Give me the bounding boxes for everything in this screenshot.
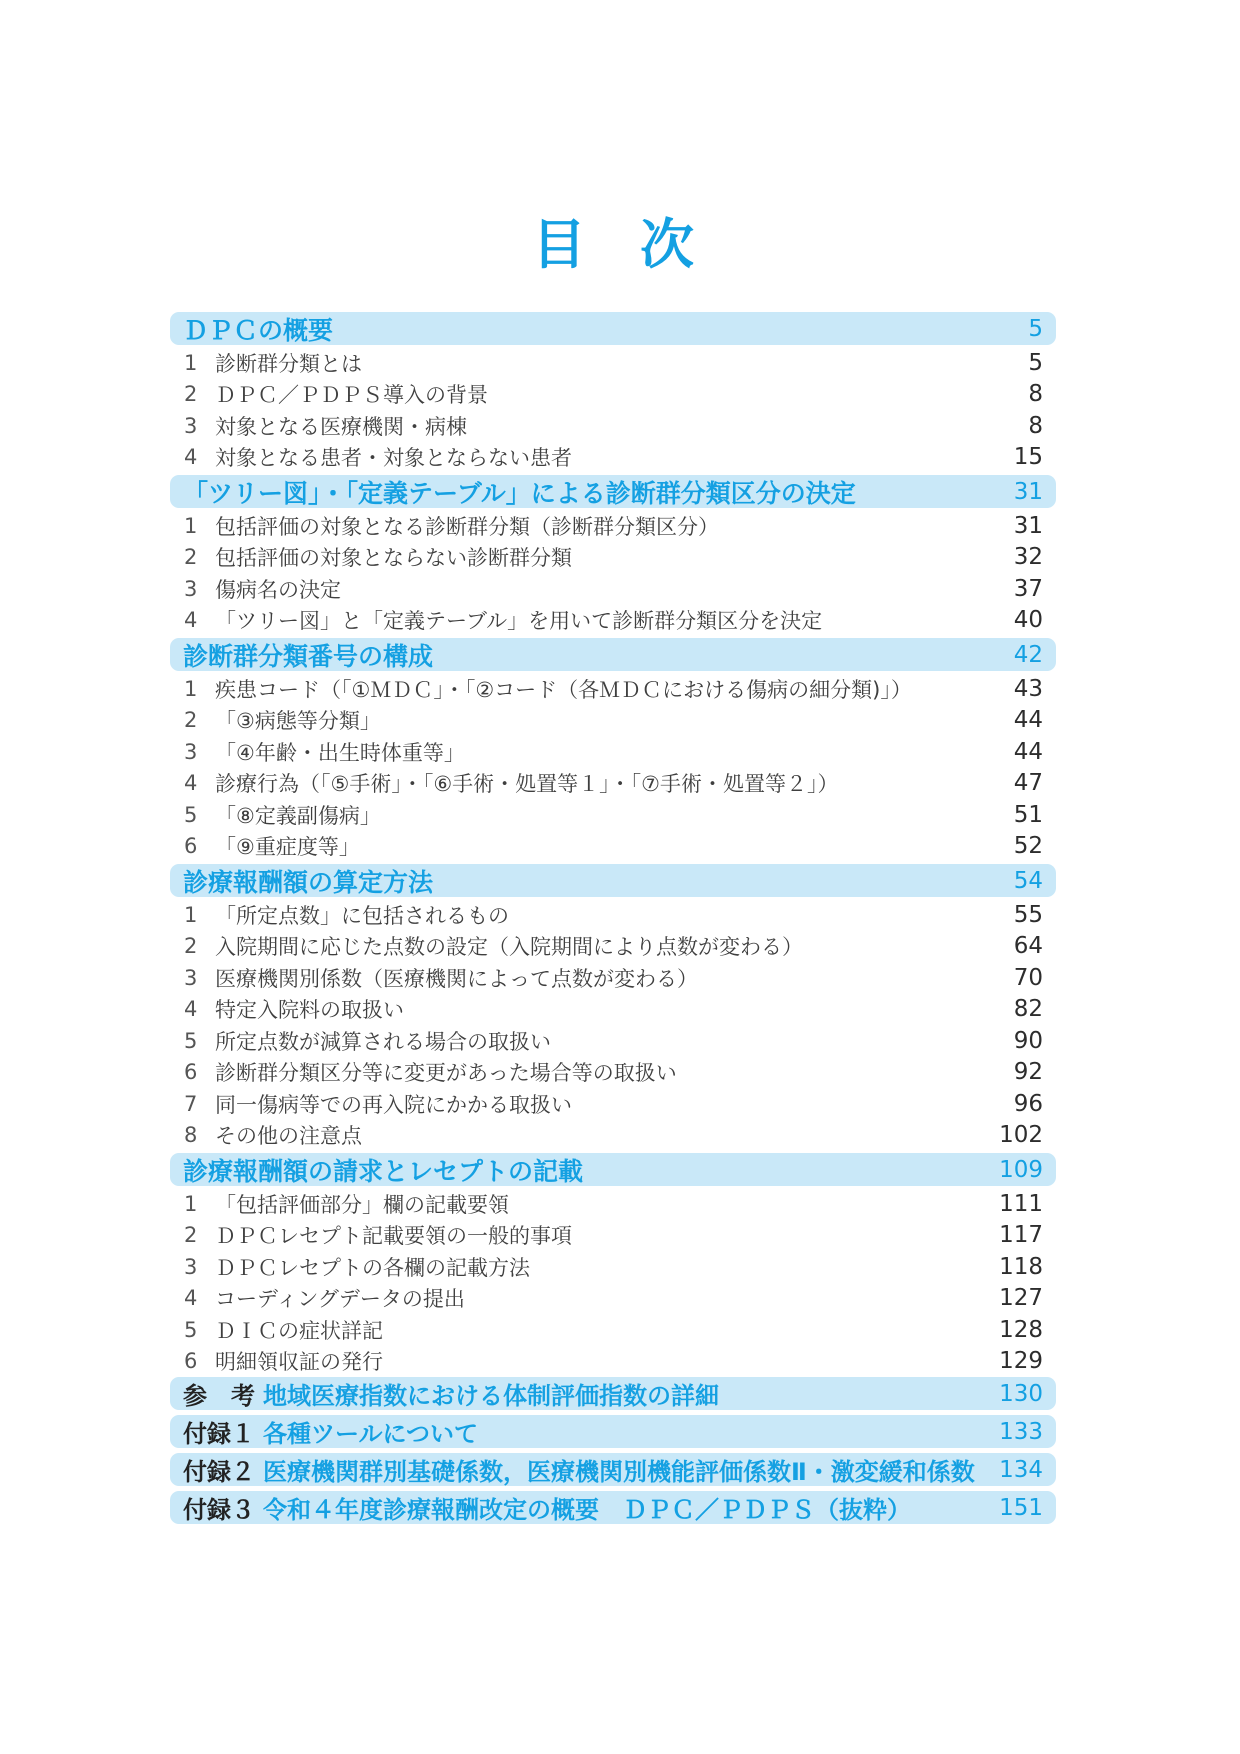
item-number: 5 <box>184 1028 198 1053</box>
toc-section-header <box>170 312 1056 345</box>
section-title: 診療報酬額の算定方法 <box>183 867 434 897</box>
item-number: 1 <box>184 350 198 375</box>
toc-item <box>170 1088 1056 1120</box>
appendix-title: 医療機関群別基礎係数，医療機関別機能評価係数Ⅱ・激変緩和係数 <box>263 1458 975 1486</box>
item-page-number: 51 <box>1013 801 1043 828</box>
toc-section-header <box>170 638 1056 671</box>
item-page-number: 92 <box>1013 1059 1043 1086</box>
appendix-page-number: 130 <box>999 1380 1043 1407</box>
item-page-number: 117 <box>999 1222 1043 1249</box>
item-number: 1 <box>184 676 198 701</box>
section-title: ＤＰＣの概要 <box>183 315 334 345</box>
section-page-number: 109 <box>999 1156 1043 1183</box>
item-page-number: 128 <box>999 1316 1043 1343</box>
toc-item <box>170 673 1056 705</box>
item-label: 入院期間に応じた点数の設定（入院期間により点数が変わる） <box>215 935 803 960</box>
item-page-number: 96 <box>1013 1090 1043 1117</box>
item-number: 3 <box>184 576 198 601</box>
appendix-page-number: 134 <box>999 1456 1043 1483</box>
toc-item <box>170 736 1056 768</box>
item-number: 2 <box>184 545 198 570</box>
item-page-number: 43 <box>1013 675 1043 702</box>
toc-item <box>170 1346 1056 1378</box>
appendix-page-number: 151 <box>999 1494 1043 1521</box>
toc-item <box>170 899 1056 931</box>
item-label: ＤＰＣ／ＰＤＰＳ導入の背景 <box>215 383 488 408</box>
item-number: 5 <box>184 1317 198 1342</box>
item-page-number: 70 <box>1013 964 1043 991</box>
item-number: 3 <box>184 739 198 764</box>
item-number: 7 <box>184 1091 198 1116</box>
section-title: 診断群分類番号の構成 <box>183 641 434 671</box>
toc-item <box>170 931 1056 963</box>
section-page-number: 31 <box>1013 478 1043 505</box>
toc-appendix-row <box>170 1453 1056 1486</box>
item-page-number: 44 <box>1013 738 1043 765</box>
item-label: 診断群分類とは <box>215 351 362 376</box>
item-label: 「④年齢・出生時体重等」 <box>215 740 465 765</box>
item-number: 2 <box>184 382 198 407</box>
toc-item <box>170 1251 1056 1283</box>
toc-item <box>170 410 1056 442</box>
section-page-number: 5 <box>1028 315 1043 342</box>
item-number: 3 <box>184 1254 198 1279</box>
item-number: 6 <box>184 1060 198 1085</box>
appendix-label: 参 考 <box>183 1382 255 1410</box>
item-label: 同一傷病等での再入院にかかる取扱い <box>215 1092 572 1117</box>
toc-section-header <box>170 475 1056 508</box>
item-label: ＤＩＣの症状詳記 <box>215 1318 383 1343</box>
toc-section-header <box>170 864 1056 897</box>
item-page-number: 8 <box>1028 412 1043 439</box>
item-page-number: 127 <box>999 1285 1043 1312</box>
item-number: 4 <box>184 608 198 633</box>
item-label: 対象となる医療機関・病棟 <box>215 414 467 439</box>
item-number: 5 <box>184 802 198 827</box>
item-page-number: 55 <box>1013 901 1043 928</box>
toc-section-header <box>170 1153 1056 1186</box>
item-label: 「ツリー図」と「定義テーブル」を用いて診断群分類区分を決定 <box>215 609 823 634</box>
section-page-number: 54 <box>1013 867 1043 894</box>
item-number: 4 <box>184 445 198 470</box>
item-label: 傷病名の決定 <box>215 577 341 602</box>
toc-item <box>170 573 1056 605</box>
item-number: 4 <box>184 771 198 796</box>
toc-item <box>170 1025 1056 1057</box>
page-title: 目 次 <box>532 213 694 276</box>
item-label: 明細領収証の発行 <box>215 1350 383 1375</box>
item-number: 1 <box>184 513 198 538</box>
item-page-number: 32 <box>1013 544 1043 571</box>
item-page-number: 111 <box>999 1190 1043 1217</box>
item-number: 3 <box>184 413 198 438</box>
item-page-number: 90 <box>1013 1027 1043 1054</box>
item-label: コーディングデータの提出 <box>215 1287 465 1312</box>
toc-item <box>170 831 1056 863</box>
item-page-number: 5 <box>1028 349 1043 376</box>
item-page-number: 47 <box>1013 770 1043 797</box>
toc <box>170 310 1056 1529</box>
toc-item <box>170 1188 1056 1220</box>
toc-appendix-row <box>170 1415 1056 1448</box>
item-page-number: 37 <box>1013 575 1043 602</box>
appendix-label: 付録２ <box>183 1458 255 1486</box>
toc-item <box>170 347 1056 379</box>
item-page-number: 31 <box>1013 512 1043 539</box>
appendix-page-number: 133 <box>999 1418 1043 1445</box>
item-page-number: 52 <box>1013 833 1043 860</box>
toc-item <box>170 799 1056 831</box>
toc-item <box>170 605 1056 637</box>
item-label: ＤＰＣレセプト記載要領の一般的事項 <box>215 1224 572 1249</box>
item-label: その他の注意点 <box>215 1124 362 1149</box>
item-page-number: 44 <box>1013 707 1043 734</box>
item-label: 所定点数が減算される場合の取扱い <box>215 1029 551 1054</box>
item-label: 包括評価の対象となる診断群分類（診断群分類区分） <box>215 514 719 539</box>
item-page-number: 64 <box>1013 933 1043 960</box>
toc-item <box>170 379 1056 411</box>
item-label: 診断群分類区分等に変更があった場合等の取扱い <box>215 1061 677 1086</box>
toc-item <box>170 768 1056 800</box>
item-number: 2 <box>184 1223 198 1248</box>
appendix-title: 地域医療指数における体制評価指数の詳細 <box>263 1382 719 1410</box>
toc-item <box>170 542 1056 574</box>
appendix-title: 各種ツールについて <box>263 1420 479 1448</box>
toc-item <box>170 994 1056 1026</box>
item-page-number: 102 <box>999 1122 1043 1149</box>
appendix-label: 付録３ <box>183 1496 255 1524</box>
item-label: 医療機関別係数（医療機関によって点数が変わる） <box>215 966 698 991</box>
item-number: 4 <box>184 997 198 1022</box>
item-label: 「⑨重症度等」 <box>215 835 360 860</box>
item-number: 3 <box>184 965 198 990</box>
item-label: 疾患コード（「①ＭＤＣ」・「②コード（各ＭＤＣにおける傷病の細分類)」） <box>215 677 912 702</box>
item-label: 「⑧定義副傷病」 <box>215 803 381 828</box>
appendix-title: 令和４年度診療報酬改定の概要 ＤＰＣ／ＰＤＰＳ（抜粋） <box>263 1496 911 1524</box>
toc-item <box>170 1057 1056 1089</box>
item-page-number: 129 <box>999 1348 1043 1375</box>
item-page-number: 8 <box>1028 381 1043 408</box>
section-page-number: 42 <box>1013 641 1043 668</box>
appendix-label: 付録１ <box>183 1420 255 1448</box>
section-title: 診療報酬額の請求とレセプトの記載 <box>183 1156 584 1186</box>
item-label: 対象となる患者・対象とならない患者 <box>215 446 572 471</box>
toc-item <box>170 510 1056 542</box>
item-page-number: 118 <box>999 1253 1043 1280</box>
item-page-number: 15 <box>1013 444 1043 471</box>
item-label: ＤＰＣレセプトの各欄の記載方法 <box>215 1255 530 1280</box>
item-page-number: 82 <box>1013 996 1043 1023</box>
item-label: 「所定点数」に包括されるもの <box>215 903 509 928</box>
toc-appendix-row <box>170 1377 1056 1410</box>
item-label: 特定入院料の取扱い <box>215 998 404 1023</box>
item-label: 「③病態等分類」 <box>215 709 381 734</box>
toc-item <box>170 1283 1056 1315</box>
toc-item <box>170 1120 1056 1152</box>
toc-item <box>170 705 1056 737</box>
toc-item <box>170 442 1056 474</box>
item-number: 8 <box>184 1123 198 1148</box>
section-title: 「ツリー図」・「定義テーブル」による診断群分類区分の決定 <box>183 478 856 508</box>
item-number: 2 <box>184 708 198 733</box>
item-page-number: 40 <box>1013 607 1043 634</box>
item-label: 「包括評価部分」欄の記載要領 <box>215 1192 509 1217</box>
item-label: 診療行為（「⑤手術」・「⑥手術・処置等１」・「⑦手術・処置等２」） <box>215 772 839 797</box>
item-number: 6 <box>184 1349 198 1374</box>
toc-item <box>170 1220 1056 1252</box>
toc-item <box>170 962 1056 994</box>
toc-item <box>170 1314 1056 1346</box>
item-number: 1 <box>184 1191 198 1216</box>
item-number: 4 <box>184 1286 198 1311</box>
toc-appendix-row <box>170 1491 1056 1524</box>
item-number: 2 <box>184 934 198 959</box>
item-number: 1 <box>184 902 198 927</box>
item-label: 包括評価の対象とならない診断群分類 <box>215 546 572 571</box>
item-number: 6 <box>184 834 198 859</box>
